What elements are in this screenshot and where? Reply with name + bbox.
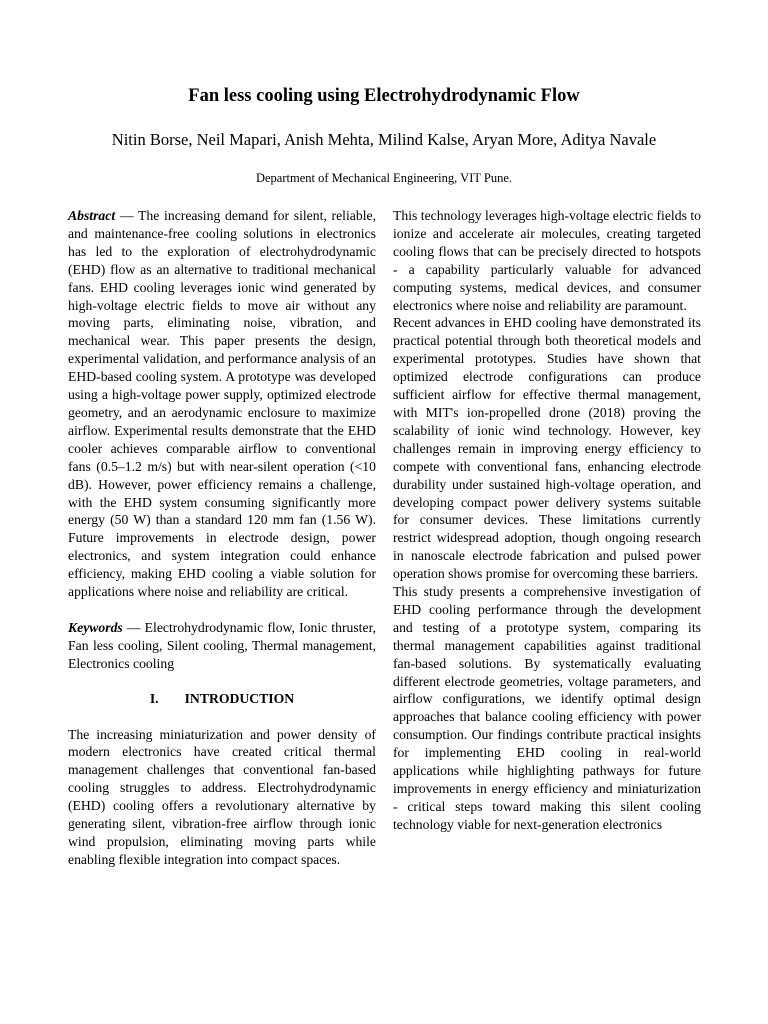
abstract-dash: — — [115, 208, 139, 223]
abstract-label: Abstract — [68, 208, 116, 223]
intro-paragraph-4: This study presents a comprehensive investigation of EHD cooling performance through the development and testing of a prototype system, comparing its thermal management capabilities against traditional fan-based solutions. By systematically evaluating different electrode geometries, voltage parameters, and airflow configurations, we identify optimal design approaches that balance cooling efficiency with power consumption. Our findings contribute practical insights for implementing EHD cooling in real-world applications while highlighting pathways for future improvements in energy efficiency and miniaturization - critical steps toward making this silent cooling technology viable for next-generation electronics — [393, 584, 701, 832]
left-column — [68, 207, 376, 869]
abstract-text: The increasing demand for silent, reliable, and maintenance-free cooling solutions in electronics has led to the exploration of electrohydrodynamic (EHD) flow as an alternative to traditional mechanical fans. EHD cooling leverages ionic wind generated by high-voltage electric fields to move air without any moving parts, eliminating noise, vibration, and mechanical wear. This paper presents the design, experimental validation, and performance analysis of an EHD-based cooling system. A prototype was developed using a high-voltage power supply, optimized electrode geometry, and an aerodynamic enclosure to maximize airflow. Experimental results demonstrate that the EHD cooler achieves comparable airflow to conventional fans (0.5–1.2 m/s) but with near-silent operation (<10 dB). However, power efficiency remains a challenge, with the EHD system consuming significantly more energy (50 W) than a standard 120 mm fan (1.56 W). Future improvements in electrode design, power electronics, and system integration could enhance efficiency, making EHD cooling a viable solution for applications where noise and reliability are critical. — [68, 208, 376, 600]
abstract-paragraph — [68, 207, 376, 601]
keywords-dash: — — [122, 619, 145, 635]
intro-paragraph-2: This technology leverages high-voltage electric fields to ionize and accelerate air molecules, creating targeted cooling flows that can be precisely directed to hotspots - a capability particularly valuable for advanced computing systems, medical devices, and consumer electronics where noise and reliability are paramount. — [393, 208, 701, 313]
intro-paragraph-3: Recent advances in EHD cooling have demonstrated its practical potential through both theoretical models and experimental prototypes. Studies have shown that optimized electrode configurations can produce sufficient airflow for effective thermal management, with MIT's ion-propelled drone (2018) proving the scalability of ionic wind technology. However, key challenges remain in improving energy efficiency to compete with conventional fans, enhancing electrode durability under sustained high-voltage operation, and developing compact power delivery systems suitable for consumer devices. These limitations currently restrict widespread adoption, though ongoing research in nanoscale electrode fabrication and pulsed power operation shows promise for overcoming these barriers. — [393, 315, 701, 582]
section-heading-introduction — [68, 690, 376, 708]
author-list: Nitin Borse, Neil Mapari, Anish Mehta, Milind Kalse, Aryan More, Aditya Navale — [111, 130, 657, 149]
keywords-label: Keywords — [68, 619, 123, 635]
section-number: I. — [149, 690, 159, 706]
intro-paragraph-1: The increasing miniaturization and power density of modern electronics have created critical thermal management challenges that conventional fan-based cooling struggles to address. Electrohydrodynamic (EHD) cooling offers a revolutionary alternative by generating silent, vibration-free airflow through ionic wind propulsion, eliminating moving parts while enabling flexible integration into compact spaces. — [68, 726, 376, 867]
keywords-paragraph — [68, 619, 376, 673]
paper-title: Fan less cooling using Electrohydrodynamic Flow — [188, 86, 580, 106]
affiliation: Department of Mechanical Engineering, VIT Pune. — [255, 171, 513, 185]
keywords-text: Electrohydrodynamic flow, Ionic thruster, Fan less cooling, Silent cooling, Thermal management, Electronics cooling — [68, 619, 376, 671]
section-title: INTRODUCTION — [184, 690, 295, 706]
right-column — [393, 207, 701, 834]
